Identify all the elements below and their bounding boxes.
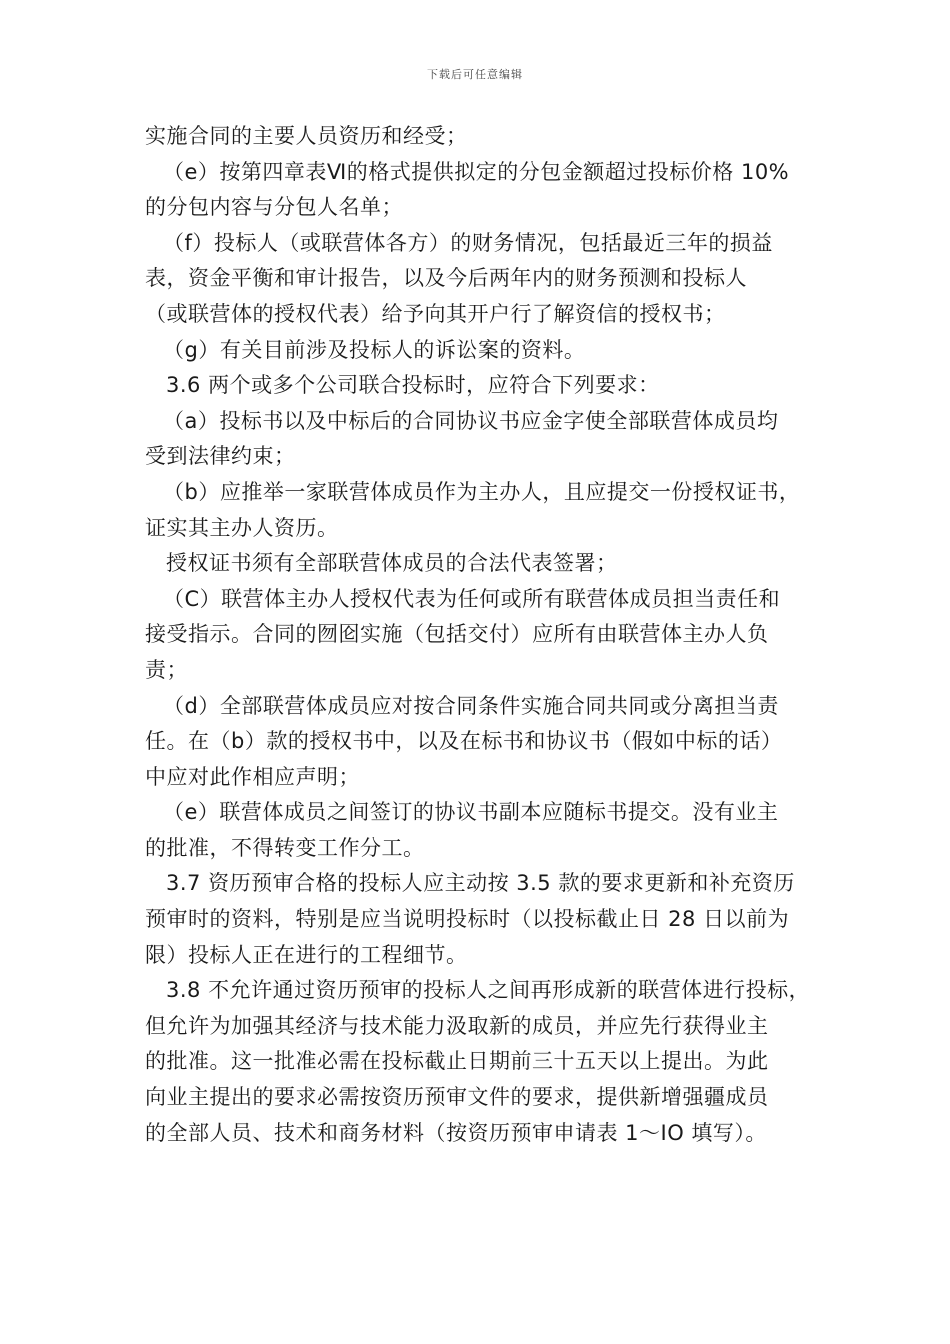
text-line: 实施合同的主要人员资历和经受；	[145, 124, 468, 148]
text-line: 3.6 两个或多个公司联合投标时，应符合下列要求：	[166, 373, 660, 398]
text-line: 的分包内容与分包人名单；	[145, 195, 403, 220]
text-line: 3.7 资历预审合格的投标人应主动按 3.5 款的要求更新和补充资历	[166, 871, 795, 896]
text-line: （a）投标书以及中标后的合同协议书应金字使全部联营体成员均	[163, 408, 779, 433]
text-line: 证实其主办人资历。	[145, 515, 339, 540]
text-line: 授权证书须有全部联营体成员的合法代表签署；	[166, 551, 618, 576]
page-header: 下载后可任意编辑	[427, 68, 523, 81]
text-line: 表，资金平衡和审计报告，以及今后两年内的财务预测和投标人	[145, 266, 747, 291]
text-line: 3.8 不允许通过资历预审的投标人之间再形成新的联营体进行投标，	[166, 978, 811, 1003]
text-line: （e）按第四章表Ⅵ的格式提供拟定的分包金额超过投标价格 10%	[163, 159, 790, 184]
text-line: 的批准，不得转变工作分工。	[145, 835, 425, 860]
text-line: 限）投标人正在进行的工程细节。	[145, 942, 468, 967]
text-line: 中应对此作相应声明；	[145, 764, 360, 789]
text-line: 的全部人员、技术和商务材料（按资历预审申请表 1～IO 填写）。	[145, 1120, 767, 1145]
text-line: （或联营体的授权代表）给予向其开户行了解资信的授权书；	[145, 301, 726, 326]
text-line: 任。在（b）款的授权书中，以及在标书和协议书（假如中标的话）	[145, 729, 783, 754]
text-line: 预审时的资料，特别是应当说明投标时（以投标截止日 28 日以前为	[145, 907, 790, 932]
text-line: 但允许为加强其经济与技术能力汲取新的成员，并应先行获得业主	[145, 1013, 769, 1038]
text-line: （C）联营体主办人授权代表为任何或所有联营体成员担当责任和	[163, 586, 781, 611]
document-body	[145, 119, 825, 1151]
text-line: 接受指示。合同的囫囵实施（包括交付）应所有由联营体主办人负	[145, 622, 769, 647]
text-line: （f）投标人（或联营体各方）的财务情况，包括最近三年的损益	[163, 230, 773, 255]
text-line: 的批准。这一批准必需在投标截止日期前三十五天以上提出。为此	[145, 1049, 769, 1074]
text-line: 向业主提出的要求必需按资历预审文件的要求，提供新增强疆成员	[145, 1085, 769, 1110]
text-line: （g）有关目前涉及投标人的诉讼案的资料。	[163, 337, 586, 362]
text-line: （e）联营体成员之间签订的协议书副本应随标书提交。没有业主	[163, 800, 779, 825]
text-line: （b）应推举一家联营体成员作为主办人，且应提交一份授权证书，	[163, 479, 801, 504]
text-line: （d）全部联营体成员应对按合同条件实施合同共同或分离担当责	[163, 693, 779, 718]
text-line: 受到法律约束；	[145, 444, 296, 469]
text-line: 责；	[145, 657, 188, 682]
